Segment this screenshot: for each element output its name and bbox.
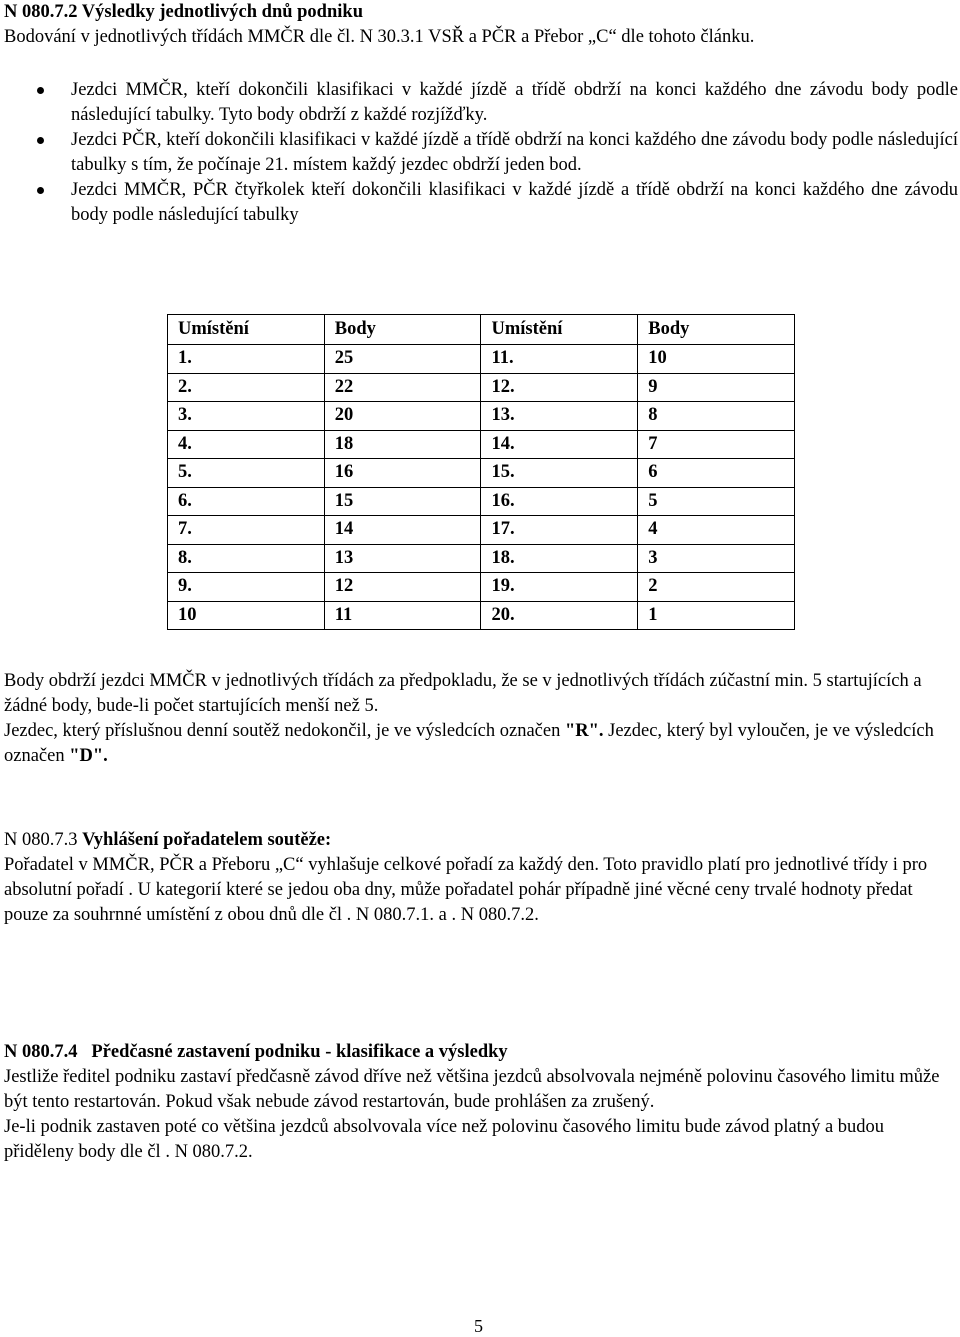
points-cell: 11 [324, 601, 481, 630]
placement-cell: 20. [481, 601, 638, 630]
points-cell: 1 [638, 601, 795, 630]
section-heading-080-7-3 [4, 828, 958, 853]
placement-cell: 3. [168, 402, 325, 431]
placement-cell: 16. [481, 487, 638, 516]
placement-cell: 17. [481, 516, 638, 545]
points-table-row [168, 544, 795, 573]
points-cell: 20 [324, 402, 481, 431]
points-table-header [168, 315, 795, 345]
eligibility-notes [4, 669, 958, 769]
header-points: Body [638, 315, 795, 345]
note-text: Jezdec, který byl vyloučen, je ve výsledcích označen [4, 721, 934, 766]
placement-cell: 18. [481, 544, 638, 573]
note-text: Jezdec, který příslušnou denní soutěž nedokončil, je ve výsledcích označen [4, 721, 565, 741]
points-cell: 3 [638, 544, 795, 573]
points-cell: 18 [324, 430, 481, 459]
announcement-text: Pořadatel v MMČR, PČR a Přeboru „C“ vyhlašuje celkové pořadí za každý den. Toto pravidlo platí pro jednotlivé třídy i pro absolutní pořadí . U kategorií které se jedou oba dny, může pořadatel pohár případně jiné věcné ceny trvalé hodnoty předat pouze za souhrnné umístění z obou dnů dle čl . N 080.7.1. a . N 080.7.2. [4, 855, 928, 925]
rule-pcr: Jezdci PČR, kteří dokončili klasifikaci v každé jízdě a třídě obdrží na konci každého dne závodu body podle následující tabulky s tím, že počínaje 21. místem každý jezdec obdrží jeden bod. [4, 128, 958, 178]
points-table-row [168, 373, 795, 402]
placement-cell: 1. [168, 345, 325, 374]
points-table-row [168, 601, 795, 630]
points-table-row [168, 402, 795, 431]
placement-cell: 2. [168, 373, 325, 402]
points-cell: 12 [324, 573, 481, 602]
points-cell: 15 [324, 487, 481, 516]
rule-mmcr: Jezdci MMČR, kteří dokončili klasifikaci v každé jízdě a třídě obdrží na konci každého dne závodu body podle následující tabulky. Tyto body obdrží z každé rozjížďky. [4, 78, 958, 128]
points-cell: 14 [324, 516, 481, 545]
points-cell: 9 [638, 373, 795, 402]
points-cell: 22 [324, 373, 481, 402]
points-table-row [168, 459, 795, 488]
points-table-row [168, 573, 795, 602]
section-080-7-3 [4, 828, 958, 928]
placement-cell: 11. [481, 345, 638, 374]
header-points: Body [324, 315, 481, 345]
points-table-row [168, 345, 795, 374]
early-stop-text-2: Je-li podnik zastaven poté co většina jezdců absolvovala více než polovinu časového limitu bude závod platný a budou přiděleny body dle čl . N 080.7.2. [4, 1117, 885, 1162]
placement-cell: 10 [168, 601, 325, 630]
scoring-rules-list [4, 78, 958, 228]
placement-cell: 7. [168, 516, 325, 545]
points-table-row [168, 487, 795, 516]
placement-cell: 13. [481, 402, 638, 431]
placement-cell: 5. [168, 459, 325, 488]
min-starters-note: Body obdrží jezdci MMČR v jednotlivých třídách za předpokladu, že se v jednotlivých třídách zúčastní min. 5 startujících a žádné body, bude-li počet startujících menší než 5. [4, 671, 922, 716]
points-table [167, 314, 795, 630]
rule-quads: Jezdci MMČR, PČR čtyřkolek kteří dokončili klasifikaci v každé jízdě a třídě obdrží na konci každého dne závodu body podle následující tabulky [4, 178, 958, 228]
mark-r: "R". [564, 721, 604, 741]
points-table-row [168, 430, 795, 459]
placement-cell: 14. [481, 430, 638, 459]
points-cell: 16 [324, 459, 481, 488]
points-cell: 5 [638, 487, 795, 516]
page-number: 5 [474, 1316, 483, 1336]
section-number: N 080.7.4 [4, 1042, 83, 1062]
placement-cell: 4. [168, 430, 325, 459]
section-title: Vyhlášení pořadatelem soutěže: [82, 830, 332, 850]
early-stop-text-1: Jestliže ředitel podniku zastaví předčasně závod dříve než většina jezdců absolvovala nejméně polovinu časového limitu může být tento restartován. Pokud však nebude závod restartován, bude prohlášen za zrušený. [4, 1067, 940, 1112]
header-placement: Umístění [481, 315, 638, 345]
points-cell: 6 [638, 459, 795, 488]
section-number: N 080.7.3 [4, 830, 83, 850]
points-cell: 7 [638, 430, 795, 459]
points-cell: 10 [638, 345, 795, 374]
section-title: Předčasné zastavení podniku - klasifikace a výsledky [91, 1042, 508, 1062]
placement-cell: 12. [481, 373, 638, 402]
placement-cell: 19. [481, 573, 638, 602]
placement-cell: 9. [168, 573, 325, 602]
points-cell: 8 [638, 402, 795, 431]
section-heading-080-7-4 [4, 1040, 958, 1065]
r-d-marks-note [4, 719, 958, 769]
section-080-7-4 [4, 1040, 958, 1165]
section-heading-080-7-2: N 080.7.2 Výsledky jednotlivých dnů podniku [4, 2, 363, 22]
points-cell: 4 [638, 516, 795, 545]
placement-cell: 6. [168, 487, 325, 516]
placement-cell: 15. [481, 459, 638, 488]
points-cell: 25 [324, 345, 481, 374]
header-placement: Umístění [168, 315, 325, 345]
points-cell: 2 [638, 573, 795, 602]
placement-cell: 8. [168, 544, 325, 573]
scoring-intro: Bodování v jednotlivých třídách MMČR dle čl. N 30.3.1 VSŘ a PČR a Přebor „C“ dle tohoto článku. [4, 27, 755, 47]
points-cell: 13 [324, 544, 481, 573]
mark-d: "D". [69, 746, 108, 766]
points-table-row [168, 516, 795, 545]
